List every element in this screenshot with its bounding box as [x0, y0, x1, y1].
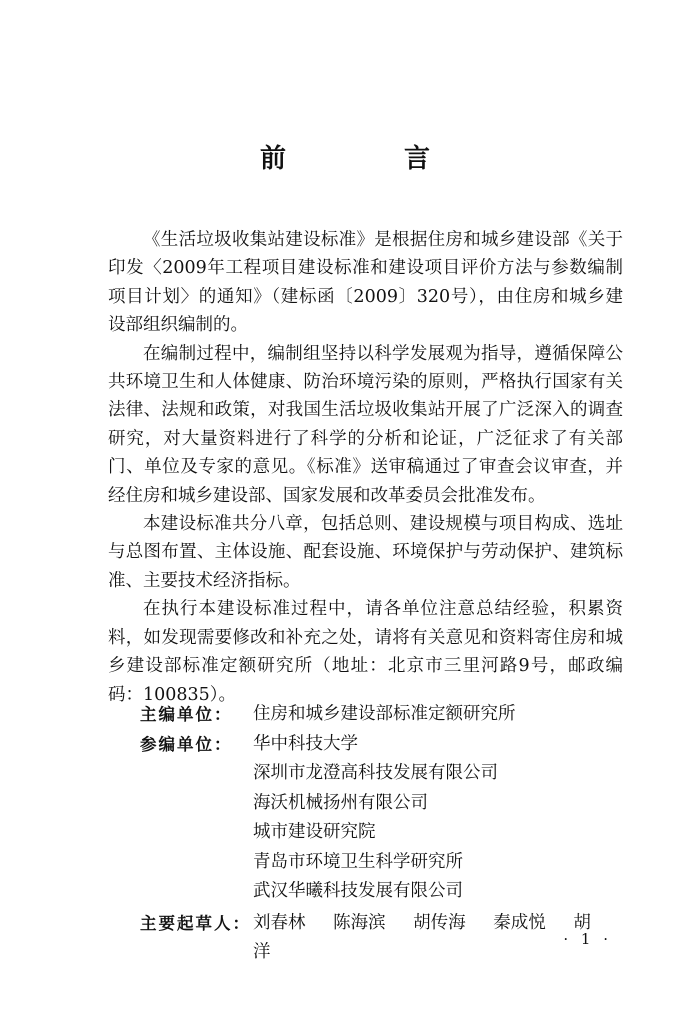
drafters-label: 主要起草人：	[140, 913, 251, 933]
page-number: · 1 ·	[563, 930, 612, 948]
drafter-name: 陈海滨	[333, 912, 386, 933]
drafter-name: 刘春林	[253, 912, 306, 933]
drafter-name: 胡传海	[413, 912, 466, 933]
participants-label: 参编单位：	[140, 734, 233, 754]
paragraph: 在编制过程中，编制组坚持以科学发展观为指导，遵循保障公共环境卫生和人体健康、防治环境污染的原则，严格执行国家有关法律、法规和政策，对我国生活垃圾收集站开展了广泛深入的调查研究，对大量资料进行了科学的分析和论证，广泛征求了有关部门、单位及专家的意见。《标准》送审稿通过了审查会议审查，并经住房和城乡建设部、国家发展和改革委员会批准发布。	[108, 343, 623, 506]
participants-list	[253, 730, 498, 907]
preface-body	[108, 226, 623, 709]
contributors-block	[140, 700, 640, 968]
participant-item: 深圳市龙澄高科技发展有限公司	[253, 763, 498, 783]
editor-value: 住房和城乡建设部标准定额研究所	[253, 704, 516, 724]
page-title: 前 言	[259, 144, 476, 174]
participant-item: 武汉华曦科技发展有限公司	[253, 881, 463, 901]
participant-item: 海沃机械扬州有限公司	[253, 792, 428, 813]
paragraph: 《生活垃圾收集站建设标准》是根据住房和城乡建设部《关于印发〈2009年工程项目建设标准和建设项目评价方法与参数编制项目计划〉的通知》（建标函〔2009〕320号），由住房和城乡建设部组织编制的。	[108, 230, 623, 336]
participant-item: 城市建设研究院	[253, 822, 376, 842]
drafter-name: 秦成悦	[493, 912, 546, 933]
paragraph: 在执行本建设标准过程中，请各单位注意总结经验，积累资料，如发现需要修改和补充之处，请将有关意见和资料寄住房和城乡建设部标准定额研究所（地址：北京市三里河路9号，邮政编码：100835）。	[108, 599, 623, 705]
paragraph: 本建设标准共分八章，包括总则、建设规模与项目构成、选址与总图布置、主体设施、配套设施、环境保护与劳动保护、建筑标准、主要技术经济指标。	[108, 514, 623, 591]
participants-row	[140, 730, 640, 907]
drafter-name: 胡 洋	[253, 912, 609, 962]
participant-item: 华中科技大学	[253, 733, 358, 754]
editor-row	[140, 700, 640, 730]
editor-label: 主编单位：	[140, 705, 233, 724]
participant-item: 青岛市环境卫生科学研究所	[253, 851, 463, 872]
